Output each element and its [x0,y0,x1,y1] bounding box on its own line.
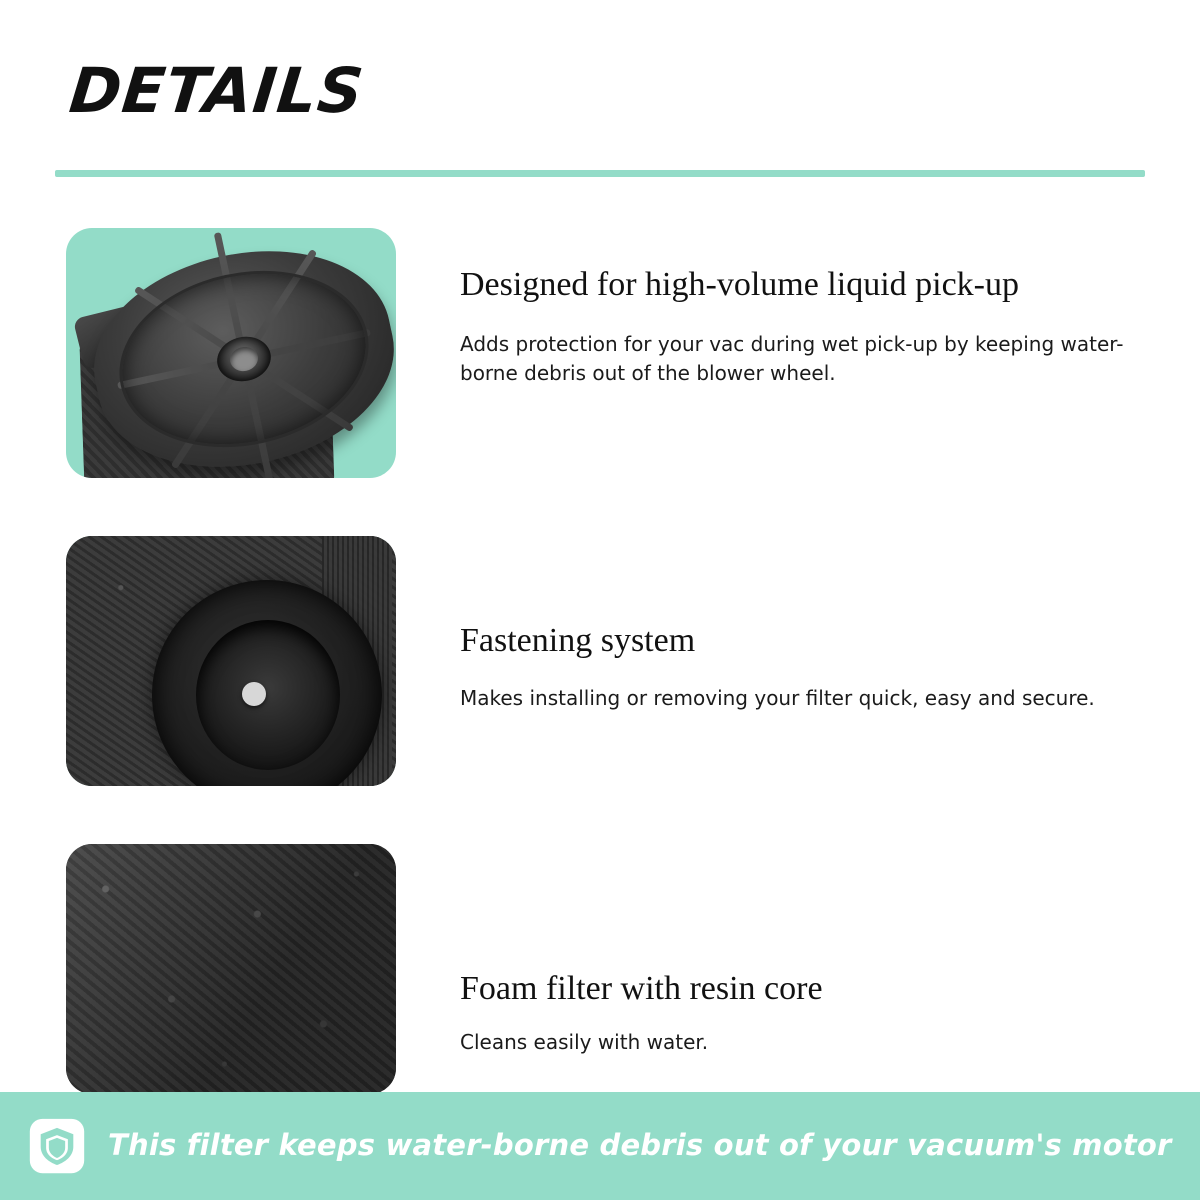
ring-inner-shape [196,620,340,770]
feature-description: Adds protection for your vac during wet pick-up by keeping water-borne debris out of the blower wheel. [460,331,1124,385]
feature-item [0,228,1200,478]
lid-hub-shape [213,332,275,386]
feature-title: Foam filter with resin core [460,970,823,1007]
feature-description: Cleans easily with water. [460,1029,709,1054]
footer-text: This filter keeps water-borne debris out of your vacuum's motor [108,1128,1172,1163]
feature-list [0,228,1200,1152]
feature-title: Fastening system [460,622,696,659]
shield-icon [28,1117,86,1175]
title-divider [55,170,1145,177]
feature-description: Makes installing or removing your filter quick, easy and secure. [460,685,1095,710]
page-header [0,0,1200,127]
feature-text [396,536,1160,713]
lid-photo-inner [66,228,396,478]
foam-photo-inner [66,844,396,1094]
foam-filter-fastening-ring-photo [66,536,396,786]
feature-text [396,844,1160,1057]
ring-photo-inner [66,536,396,786]
page-title: DETAILS [66,54,368,127]
foam-sheen-overlay [66,844,396,1094]
feature-text [396,228,1160,388]
lid-spoke [134,286,354,432]
lid-spoke [214,232,274,478]
fastener-dot-shape [242,682,266,706]
feature-item [0,536,1200,786]
feature-title: Designed for high-volume liquid pick-up [460,266,1020,303]
lid-spoke [117,329,371,389]
footer-banner [0,1092,1200,1200]
foam-filter-texture-photo [66,844,396,1094]
lid-spoke [171,249,317,469]
feature-item [0,844,1200,1094]
vacuum-filter-lid-photo [66,228,396,478]
